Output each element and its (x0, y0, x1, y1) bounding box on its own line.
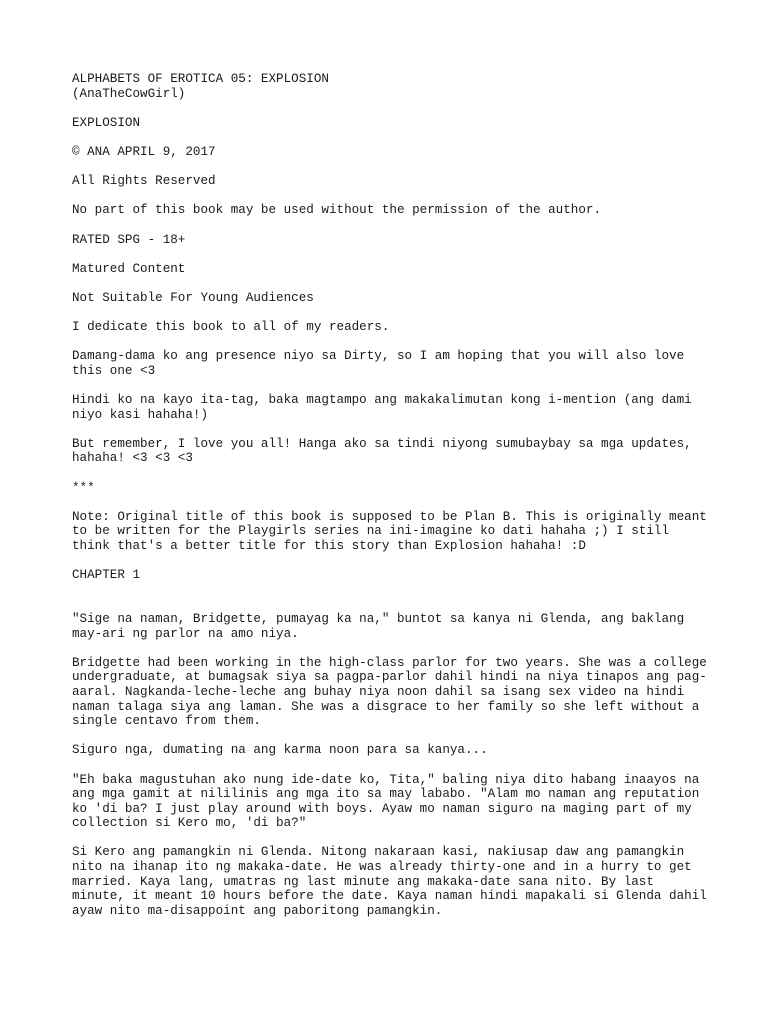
author-note-paragraph: Hindi ko na kayo ita-tag, baka magtampo ang makakalimutan kong i-mention (ang dami niyo kasi hahaha!) (72, 393, 692, 422)
permission-notice: No part of this book may be used without the permission of the author. (72, 203, 602, 218)
body-paragraph: "Eh baka magustuhan ako nung ide-date ko, Tita," baling niya dito habang inaayos na ang mga gamit at nililinis ang mga ito sa may lababo. "Alam mo naman ang reputation ko 'di ba? I just play around with boys. Ayaw mo naman siguro na maging part of my collection si Kero mo, 'di ba?" (72, 772, 700, 831)
audience-warning: Not Suitable For Young Audiences (72, 290, 314, 305)
dedication: I dedicate this book to all of my readers. (72, 320, 390, 335)
title-note: Note: Original title of this book is supposed to be Plan B. This is originally meant to be written for the Playgirls series na ini-imagine ko dati hahaha ;) I still think that's a better title for this story than Explosion hahaha! :D (72, 509, 707, 553)
author-note-paragraph: Damang-dama ko ang presence niyo sa Dirty, so I am hoping that you will also love this one <3 (72, 349, 685, 378)
subtitle: EXPLOSION (72, 115, 141, 130)
author-handle: (AnaTheCowGirl) (72, 86, 186, 101)
rating-line: RATED SPG - 18+ (72, 232, 186, 247)
document-page (72, 72, 712, 933)
section-separator: *** (72, 480, 95, 495)
rights-line: All Rights Reserved (72, 174, 216, 189)
chapter-heading: CHAPTER 1 (72, 568, 141, 583)
body-paragraph: Bridgette had been working in the high-class parlor for two years. She was a college undergraduate, at bumagsak siya sa pagpa-parlor dahil hindi na niya tinapos ang pag-aaral. Nagkanda-leche-leche ang buhay niya noon dahil sa isang sex video na hindi naman talaga siya ang laman. She was a disgrace to her family so she left without a single centavo from them. (72, 655, 707, 729)
content-warning: Matured Content (72, 261, 186, 276)
book-title-block (72, 72, 712, 101)
body-paragraph: Siguro nga, dumating na ang karma noon para sa kanya... (72, 743, 488, 758)
author-note-paragraph: But remember, I love you all! Hanga ako sa tindi niyong sumubaybay sa mga updates, hahaha! <3 <3 <3 (72, 436, 692, 466)
book-title: ALPHABETS OF EROTICA 05: EXPLOSION (72, 72, 329, 86)
body-paragraph: Si Kero ang pamangkin ni Glenda. Nitong nakaraan kasi, nakiusap daw ang pamangkin nito na ihanap ito ng makaka-date. He was already thirty-one and in a hurry to get married. Kaya lang, umatras ng last minute ang makaka-date sana nito. By last minute, it meant 10 hours before the date. Kaya naman hindi mapakali si Glenda dahil ayaw nito ma-disappoint ang paboritong pamangkin. (72, 845, 707, 918)
body-paragraph: "Sige na naman, Bridgette, pumayag ka na," buntot sa kanya ni Glenda, ang baklang may-ari ng parlor na amo niya. (72, 611, 685, 641)
copyright-line: © ANA APRIL 9, 2017 (72, 144, 216, 159)
